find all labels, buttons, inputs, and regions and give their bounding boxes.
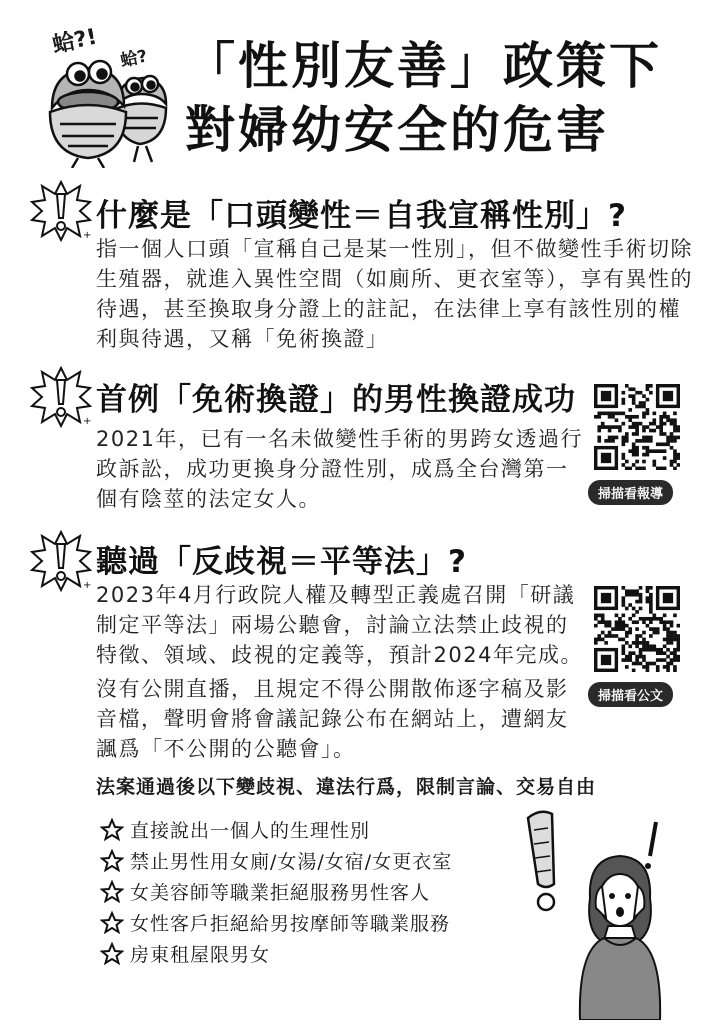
star-outline-icon: [100, 849, 124, 873]
section-3-body-2: [96, 674, 586, 764]
section-1-title: 什麼是「口頭變性＝自我宣稱性別」?: [96, 198, 627, 234]
section-3-line: 諷爲「不公開的公聽會」。: [96, 737, 356, 761]
scan-document-label: 掃描看公文: [588, 682, 673, 707]
star-outline-icon: [100, 942, 124, 966]
list-item-text: 禁止男性用女廁/女湯/女宿/女更衣室: [130, 851, 453, 873]
mascot-speech-2: 蛤?: [118, 46, 150, 72]
section-1-line: 待遇，甚至換取身分證上的註記，在法律上享有該性別的權: [96, 297, 681, 321]
star-outline-icon: [100, 911, 124, 935]
section-2-line: 政訴訟，成功更換身分證性別，成爲全台灣第一: [96, 457, 569, 481]
svg-text:+: +: [83, 416, 92, 427]
section-3-line: 2023年4月行政院人權及轉型正義處召開「研議: [96, 583, 576, 607]
qr-code-document[interactable]: [594, 586, 680, 672]
section-1-line: 利與待遇，又稱「免術換證」: [96, 327, 389, 351]
section-3-title: 聽過「反歧視＝平等法」?: [96, 544, 467, 580]
page-title-line-2: 對婦幼安全的危害: [185, 101, 609, 159]
list-item-text: 直接說出一個人的生理性別: [130, 820, 371, 842]
section-3-line: 沒有公開直播，且規定不得公開散佈逐字稿及影: [96, 677, 569, 701]
consequences-list: [100, 814, 452, 969]
consequences-heading: 法案通過後以下變歧視、違法行爲，限制言論、交易自由: [96, 776, 597, 798]
exclamation-burst-icon: [30, 530, 92, 592]
list-item: [100, 845, 452, 876]
star-outline-icon: [100, 880, 124, 904]
section-3-body: [96, 580, 586, 670]
list-item: [100, 814, 452, 845]
section-2-line: 個有陰莖的法定女人。: [96, 487, 321, 511]
svg-text:+: +: [83, 230, 92, 241]
section-1-body: [96, 234, 696, 354]
qr-code-report[interactable]: [594, 384, 680, 470]
exclamation-burst-icon: [30, 180, 92, 242]
list-item-text: 女性客戶拒絕給男按摩師等職業服務: [130, 913, 451, 935]
list-item: [100, 938, 452, 969]
mascot-speech-1: 蛤?!: [50, 24, 100, 59]
exclamation-burst-icon: [30, 366, 92, 428]
star-outline-icon: [100, 818, 124, 842]
section-1-line: 生殖器，就進入異性空間（如廁所、更衣室等），享有異性的: [96, 267, 693, 291]
list-item-text: 房東租屋限男女: [130, 944, 271, 966]
svg-text:+: +: [83, 580, 92, 591]
section-3-line: 制定平等法」兩場公聽會，討論立法禁止歧視的: [96, 613, 569, 637]
scan-report-label: 掃描看報導: [588, 480, 673, 505]
section-3-line: 音檔，聲明會將會議記錄公布在網站上，遭網友: [96, 707, 569, 731]
section-3-line: 特徵、領域、歧視的定義等，預計2024年完成。: [96, 643, 583, 667]
section-1-line: 指一個人口頭「宣稱自己是某一性別」，但不做變性手術切除: [96, 237, 693, 261]
section-2-line: 2021年，已有一名未做變性手術的男跨女透過行: [96, 427, 583, 451]
list-item: [100, 907, 452, 938]
section-2-title: 首例「免術換證」的男性換證成功: [96, 382, 576, 418]
shocked-woman-illustration: [520, 800, 720, 1020]
list-item-text: 女美容師等職業拒絕服務男性客人: [130, 882, 431, 904]
section-2-body: [96, 424, 586, 514]
page-title-line-1: 「性別友善」政策下: [185, 37, 662, 95]
list-item: [100, 876, 452, 907]
